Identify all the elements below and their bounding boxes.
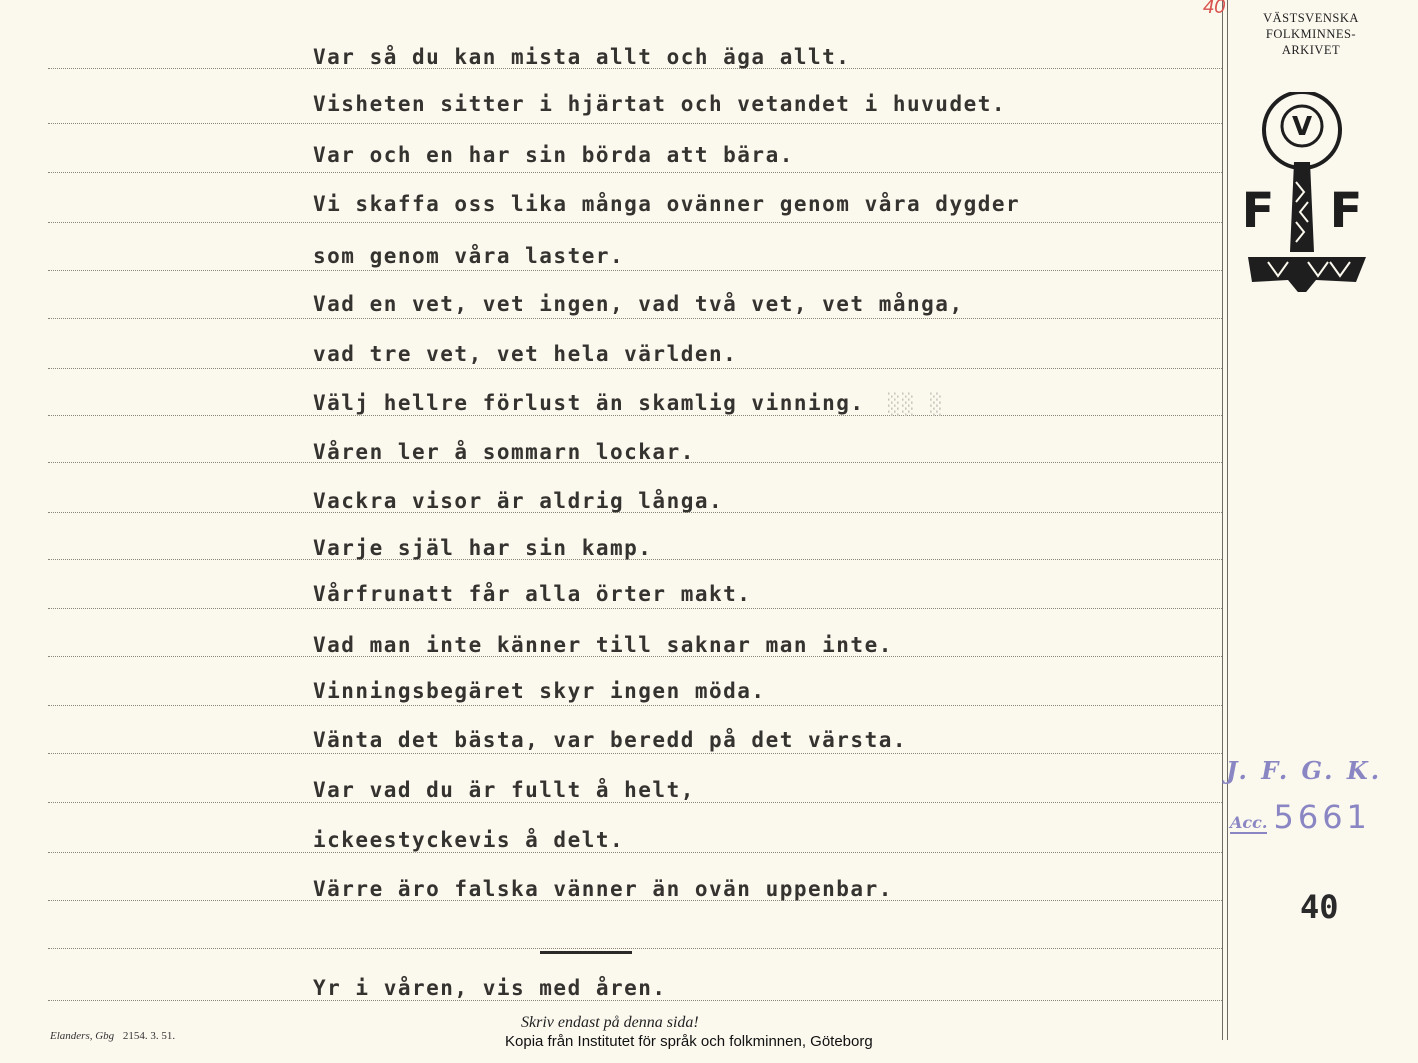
text-line: ickeestyckevis å delt. [313,828,625,852]
archive-header [1236,10,1386,58]
faint-residue: ░░ ░ [888,392,945,416]
ruled-line [48,705,1222,706]
accession-label: Acc. [1230,813,1268,832]
vff-logo-icon [1238,92,1370,292]
accession-number: 5661 [1273,798,1371,836]
text-line: som genom våra laster. [313,244,625,268]
ruled-line [48,270,1222,271]
ruled-line [48,802,1222,803]
text-line: Välj hellre förlust än skamlig vinning. [313,391,865,415]
page-number: 40 [1300,888,1339,926]
ruled-line [48,753,1222,754]
ruled-line [48,172,1222,173]
separator-bar [540,951,632,954]
logo-letter-v: V [1291,112,1313,142]
text-line: Yr i våren, vis med åren. [313,976,667,1000]
printer-mark [50,1030,175,1042]
accession-stamp [1230,798,1371,836]
text-line: Vänta det bästa, var beredd på det värsta. [313,728,908,752]
logo-letter-f-left: F [1241,183,1275,239]
archive-stamp-initials: J. F. G. K. [1226,756,1383,785]
text-line: Vi skaffa oss lika många ovänner genom våra dygder [313,192,1021,216]
margin-line [1227,0,1228,1040]
logo-letter-f-right: F [1329,183,1363,239]
text-line: Vad en vet, vet ingen, vad två vet, vet många, [313,292,964,316]
margin-line [1222,0,1223,1040]
archive-line-3: ARKIVET [1281,43,1341,57]
ruled-line [48,415,1222,416]
text-line: Var vad du är fullt å helt, [313,778,695,802]
ruled-line [48,123,1222,124]
ruled-line [48,948,1222,949]
ruled-line [48,852,1222,853]
text-line: Vårfrunatt får alla örter makt. [313,582,752,606]
text-line: Var och en har sin börda att bära. [313,143,794,167]
ruled-line [48,222,1222,223]
printer-code: 2154. 3. 51. [122,1030,176,1042]
text-line: vad tre vet, vet hela världen. [313,342,738,366]
text-line: Våren ler å sommarn lockar. [313,440,695,464]
ruled-line [48,1000,1222,1001]
ruled-line [48,368,1222,369]
copyright-text: Kopia från Institutet för språk och folkminnen, Göteborg [505,1033,873,1050]
archive-line-1: VÄSTSVENSKA [1263,11,1359,25]
ruled-line [48,318,1222,319]
ruled-line [48,608,1222,609]
handwritten-page-number: 40 [1203,0,1226,18]
text-line: Var så du kan mista allt och äga allt. [313,45,851,69]
instruction-text: Skriv endast på denna sida! [521,1014,699,1031]
printer-name: Elanders, Gbg [50,1030,115,1042]
text-line: Vackra visor är aldrig långa. [313,489,724,513]
text-line: Värre äro falska vänner än ovän uppenbar. [313,877,893,901]
text-line: Visheten sitter i hjärtat och vetandet i huvudet. [313,92,1007,116]
text-line: Vinningsbegäret skyr ingen möda. [313,679,766,703]
text-line: Varje själ har sin kamp. [313,536,653,560]
archive-line-2: FOLKMINNES- [1265,27,1357,41]
text-line: Vad man inte känner till saknar man inte. [313,633,893,657]
